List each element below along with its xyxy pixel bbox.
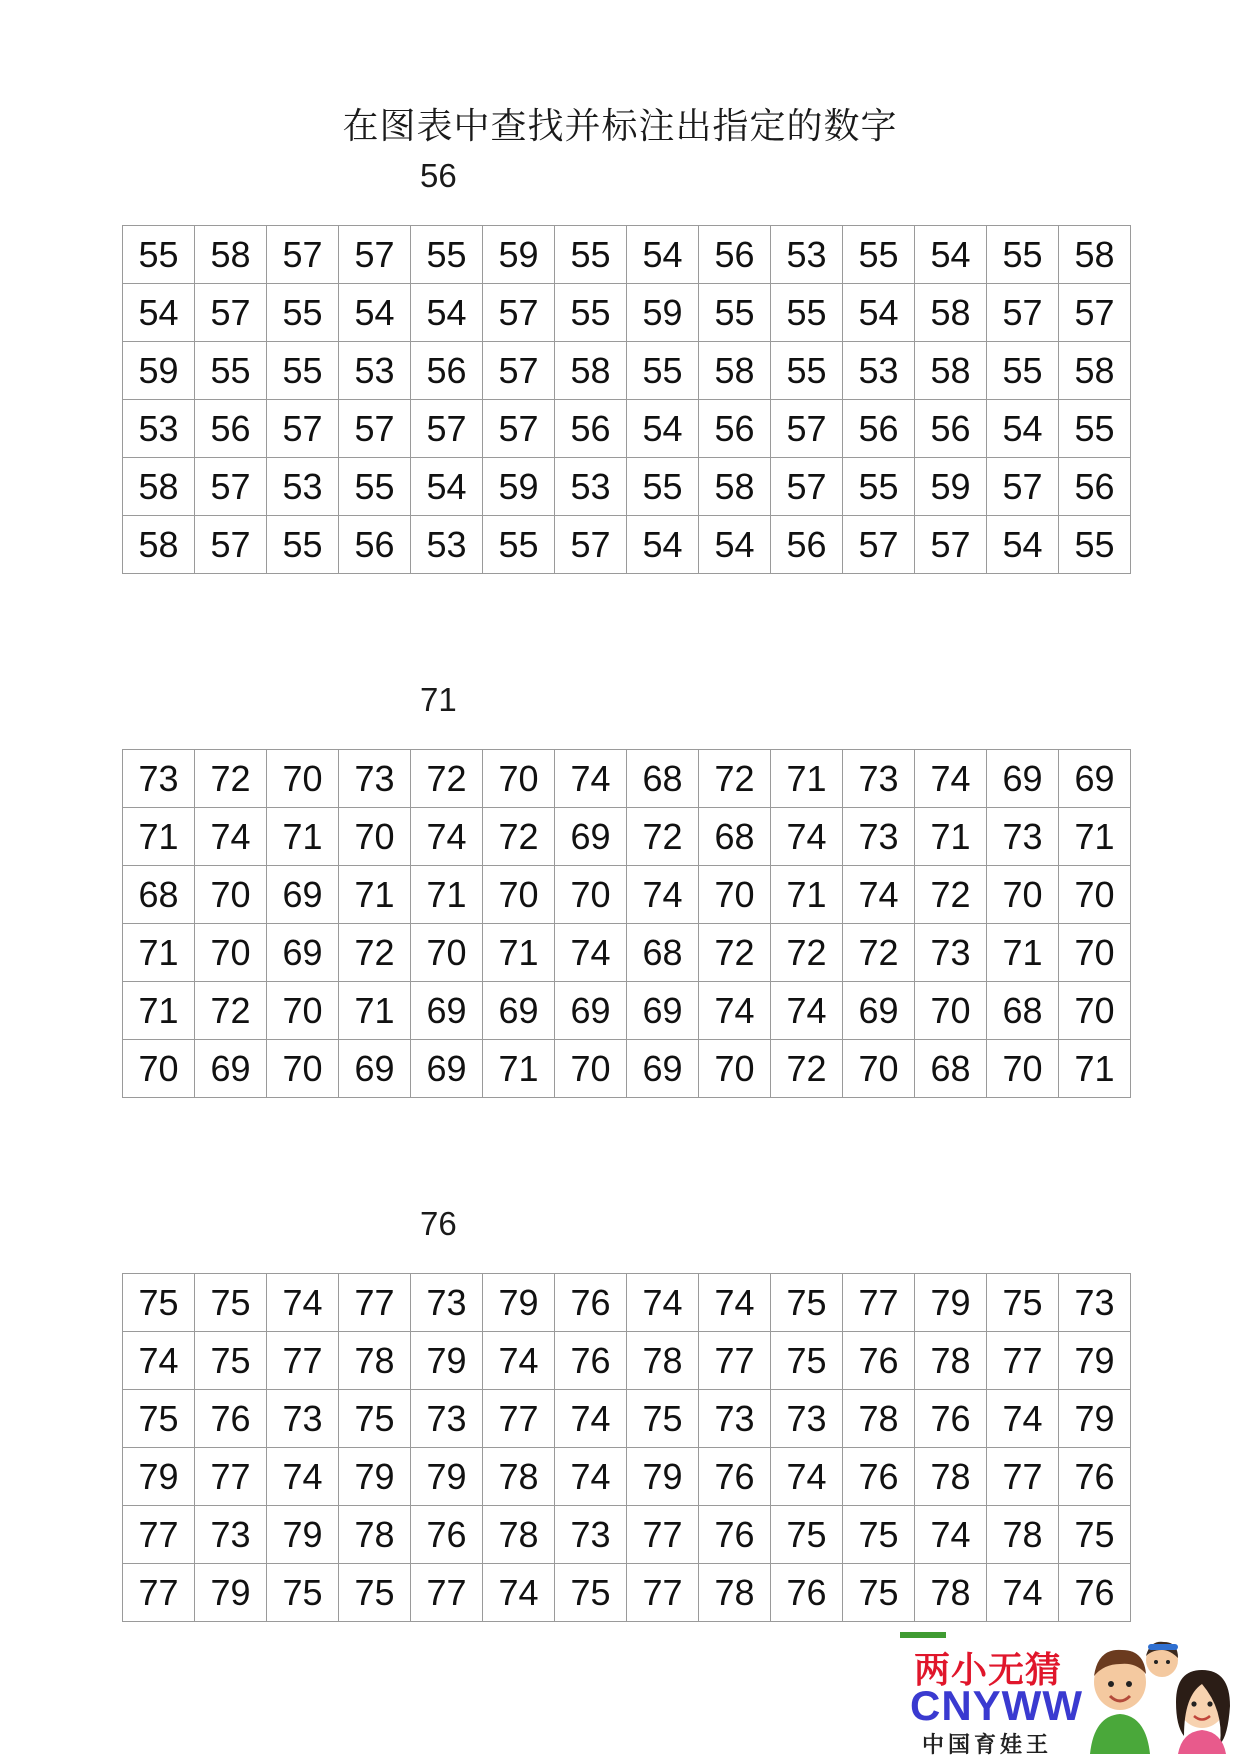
grid-cell[interactable]: 70 (195, 866, 267, 924)
grid-cell[interactable]: 75 (627, 1390, 699, 1448)
grid-cell[interactable]: 77 (699, 1332, 771, 1390)
grid-cell[interactable]: 75 (843, 1564, 915, 1622)
grid-cell[interactable]: 56 (1059, 458, 1131, 516)
grid-cell[interactable]: 75 (843, 1506, 915, 1564)
grid-row (123, 284, 1131, 342)
grid-cell[interactable]: 57 (267, 226, 339, 284)
grid-cell[interactable]: 71 (483, 924, 555, 982)
grid-cell[interactable]: 72 (339, 924, 411, 982)
grid-cell[interactable]: 74 (555, 1390, 627, 1448)
grid-cell[interactable]: 75 (195, 1332, 267, 1390)
grid-cell[interactable]: 55 (1059, 400, 1131, 458)
grid-cell[interactable]: 79 (411, 1448, 483, 1506)
grid-cell[interactable]: 74 (267, 1448, 339, 1506)
grid-cell[interactable]: 68 (987, 982, 1059, 1040)
grid-cell[interactable]: 69 (267, 924, 339, 982)
grid-cell[interactable]: 74 (555, 1448, 627, 1506)
grid-cell[interactable]: 79 (627, 1448, 699, 1506)
grid-cell[interactable]: 58 (915, 342, 987, 400)
grid-cell[interactable]: 74 (771, 808, 843, 866)
grid-row (123, 400, 1131, 458)
grid-cell[interactable]: 58 (699, 458, 771, 516)
grid-cell[interactable]: 58 (699, 342, 771, 400)
target-number-1: 56 (420, 157, 457, 194)
grid-cell[interactable]: 70 (483, 866, 555, 924)
grid-cell[interactable]: 73 (843, 750, 915, 808)
grid-cell[interactable]: 54 (987, 400, 1059, 458)
grid-cell[interactable]: 77 (843, 1274, 915, 1332)
grid-cell[interactable]: 54 (411, 284, 483, 342)
grid-cell[interactable]: 76 (555, 1332, 627, 1390)
grid-cell[interactable]: 54 (339, 284, 411, 342)
grid-cell[interactable]: 79 (1059, 1390, 1131, 1448)
grid-cell[interactable]: 69 (411, 982, 483, 1040)
grid-cell[interactable]: 71 (771, 866, 843, 924)
grid-cell[interactable]: 54 (411, 458, 483, 516)
grid-cell[interactable]: 58 (555, 342, 627, 400)
grid-cell[interactable]: 75 (339, 1390, 411, 1448)
grid-cell[interactable]: 55 (339, 458, 411, 516)
grid-cell[interactable]: 68 (627, 750, 699, 808)
grid-cell[interactable]: 73 (699, 1390, 771, 1448)
logo-accent-bar (900, 1632, 946, 1638)
grid-cell[interactable]: 57 (483, 284, 555, 342)
grid-cell[interactable]: 57 (771, 458, 843, 516)
grid-cell[interactable]: 55 (843, 226, 915, 284)
grid-cell[interactable]: 79 (123, 1448, 195, 1506)
grid-cell[interactable]: 79 (411, 1332, 483, 1390)
grid-cell[interactable]: 72 (627, 808, 699, 866)
grid-cell[interactable]: 76 (555, 1274, 627, 1332)
grid-row (123, 458, 1131, 516)
grid-cell[interactable]: 71 (987, 924, 1059, 982)
grid-cell[interactable]: 74 (699, 982, 771, 1040)
grid-cell[interactable]: 74 (555, 750, 627, 808)
grid-cell[interactable]: 55 (987, 226, 1059, 284)
grid-cell[interactable]: 74 (195, 808, 267, 866)
grid-cell[interactable]: 59 (627, 284, 699, 342)
grid-cell[interactable]: 57 (771, 400, 843, 458)
grid-cell[interactable]: 74 (555, 924, 627, 982)
grid-cell[interactable]: 55 (843, 458, 915, 516)
grid-cell[interactable]: 72 (771, 1040, 843, 1098)
grid-cell[interactable]: 75 (339, 1564, 411, 1622)
grid-cell[interactable]: 56 (915, 400, 987, 458)
grid-cell[interactable]: 75 (267, 1564, 339, 1622)
grid-cell[interactable]: 73 (267, 1390, 339, 1448)
grid-cell[interactable]: 70 (843, 1040, 915, 1098)
grid-cell[interactable]: 76 (771, 1564, 843, 1622)
grid-cell[interactable]: 77 (627, 1506, 699, 1564)
grid-cell[interactable]: 71 (483, 1040, 555, 1098)
grid-cell[interactable]: 75 (771, 1506, 843, 1564)
grid-cell[interactable]: 71 (411, 866, 483, 924)
grid-cell[interactable]: 69 (1059, 750, 1131, 808)
grid-cell[interactable]: 76 (1059, 1564, 1131, 1622)
grid-cell[interactable]: 74 (915, 750, 987, 808)
grid-cell[interactable]: 75 (123, 1390, 195, 1448)
grid-cell[interactable]: 70 (339, 808, 411, 866)
grid-cell[interactable]: 53 (411, 516, 483, 574)
grid-cell[interactable]: 55 (987, 342, 1059, 400)
grid-cell[interactable]: 58 (195, 226, 267, 284)
grid-cell[interactable]: 58 (123, 458, 195, 516)
grid-cell[interactable]: 74 (267, 1274, 339, 1332)
grid-cell[interactable]: 55 (699, 284, 771, 342)
grid-cell[interactable]: 70 (915, 982, 987, 1040)
grid-cell[interactable]: 71 (123, 982, 195, 1040)
page-title: 在图表中查找并标注出指定的数字 (342, 106, 898, 147)
grid-row (123, 1448, 1131, 1506)
grid-cell[interactable]: 69 (555, 982, 627, 1040)
grid-cell[interactable]: 78 (483, 1506, 555, 1564)
grid-cell[interactable]: 74 (771, 1448, 843, 1506)
grid-cell[interactable]: 57 (195, 458, 267, 516)
grid-cell[interactable]: 78 (339, 1332, 411, 1390)
grid-row (123, 1274, 1131, 1332)
grid-cell[interactable]: 70 (1059, 982, 1131, 1040)
grid-cell[interactable]: 74 (699, 1274, 771, 1332)
grid-cell[interactable]: 55 (195, 342, 267, 400)
grid-cell[interactable]: 55 (771, 342, 843, 400)
grid-cell[interactable]: 58 (1059, 226, 1131, 284)
grid-cell[interactable]: 72 (915, 866, 987, 924)
grid-cell[interactable]: 55 (1059, 516, 1131, 574)
grid-cell[interactable]: 73 (1059, 1274, 1131, 1332)
grid-cell[interactable]: 56 (195, 400, 267, 458)
grid-cell[interactable]: 70 (555, 1040, 627, 1098)
grid-row (123, 1040, 1131, 1098)
grid-cell[interactable]: 73 (987, 808, 1059, 866)
grid-cell[interactable]: 70 (699, 1040, 771, 1098)
grid-cell[interactable]: 53 (339, 342, 411, 400)
grid-cell[interactable]: 77 (627, 1564, 699, 1622)
grid-cell[interactable]: 73 (123, 750, 195, 808)
grid-row (123, 982, 1131, 1040)
grid-cell[interactable]: 73 (411, 1274, 483, 1332)
grid-cell[interactable]: 56 (699, 400, 771, 458)
grid-cell[interactable]: 72 (195, 750, 267, 808)
grid-cell[interactable]: 55 (555, 284, 627, 342)
grid-cell[interactable]: 55 (123, 226, 195, 284)
grid-cell[interactable]: 78 (699, 1564, 771, 1622)
grid-cell[interactable]: 58 (1059, 342, 1131, 400)
grid-row (123, 342, 1131, 400)
grid-cell[interactable]: 69 (483, 982, 555, 1040)
grid-cell[interactable]: 71 (123, 924, 195, 982)
grid-cell[interactable]: 76 (699, 1506, 771, 1564)
grid-cell[interactable]: 70 (1059, 924, 1131, 982)
grid-cell[interactable]: 73 (195, 1506, 267, 1564)
grid-cell[interactable]: 75 (987, 1274, 1059, 1332)
grid-cell[interactable]: 68 (123, 866, 195, 924)
grid-cell[interactable]: 56 (339, 516, 411, 574)
grid-cell[interactable]: 54 (123, 284, 195, 342)
grid-cell[interactable]: 72 (843, 924, 915, 982)
grid-row (123, 1390, 1131, 1448)
grid-cell[interactable]: 54 (915, 226, 987, 284)
grid-cell[interactable]: 71 (915, 808, 987, 866)
grid-cell[interactable]: 79 (1059, 1332, 1131, 1390)
brand-logo (900, 1632, 1240, 1758)
grid-cell[interactable]: 70 (267, 750, 339, 808)
grid-cell[interactable]: 70 (123, 1040, 195, 1098)
grid-cell[interactable]: 76 (915, 1390, 987, 1448)
grid-cell[interactable]: 57 (555, 516, 627, 574)
grid-cell[interactable]: 75 (771, 1332, 843, 1390)
grid-cell[interactable]: 57 (843, 516, 915, 574)
grid-cell[interactable]: 78 (915, 1448, 987, 1506)
grid-cell[interactable]: 54 (627, 226, 699, 284)
grid-cell[interactable]: 58 (915, 284, 987, 342)
grid-cell[interactable]: 55 (483, 516, 555, 574)
grid-cell[interactable]: 75 (1059, 1506, 1131, 1564)
grid-cell[interactable]: 79 (483, 1274, 555, 1332)
grid-row (123, 226, 1131, 284)
grid-cell[interactable]: 59 (123, 342, 195, 400)
grid-cell[interactable]: 79 (339, 1448, 411, 1506)
grid-cell[interactable]: 70 (699, 866, 771, 924)
grid-cell[interactable]: 55 (555, 226, 627, 284)
grid-cell[interactable]: 70 (987, 866, 1059, 924)
grid-row (123, 808, 1131, 866)
grid-cell[interactable]: 53 (771, 226, 843, 284)
grid-cell[interactable]: 77 (483, 1390, 555, 1448)
grid-cell[interactable]: 74 (483, 1332, 555, 1390)
grid-cell[interactable]: 77 (195, 1448, 267, 1506)
grid-cell[interactable]: 77 (267, 1332, 339, 1390)
grid-cell[interactable]: 57 (987, 458, 1059, 516)
grid-cell[interactable]: 55 (267, 342, 339, 400)
grid-cell[interactable]: 69 (627, 982, 699, 1040)
grid-cell[interactable]: 70 (987, 1040, 1059, 1098)
grid-cell[interactable]: 73 (339, 750, 411, 808)
grid-cell[interactable]: 78 (915, 1332, 987, 1390)
grid-cell[interactable]: 53 (123, 400, 195, 458)
target-number-2: 71 (420, 681, 457, 718)
grid-cell[interactable]: 77 (339, 1274, 411, 1332)
grid-cell[interactable]: 74 (843, 866, 915, 924)
grid-cell[interactable]: 53 (555, 458, 627, 516)
grid-cell[interactable]: 69 (555, 808, 627, 866)
kids-cartoon-icon (1080, 1636, 1240, 1754)
number-grid-2 (122, 749, 1131, 1098)
grid-cell[interactable]: 69 (843, 982, 915, 1040)
grid-cell[interactable]: 57 (339, 400, 411, 458)
grid-cell[interactable]: 53 (843, 342, 915, 400)
grid-cell[interactable]: 70 (195, 924, 267, 982)
grid-cell[interactable]: 70 (267, 982, 339, 1040)
grid-cell[interactable]: 59 (483, 458, 555, 516)
grid-cell[interactable]: 53 (267, 458, 339, 516)
grid-cell[interactable]: 70 (411, 924, 483, 982)
grid-cell[interactable]: 77 (987, 1332, 1059, 1390)
grid-cell[interactable]: 70 (1059, 866, 1131, 924)
grid-cell[interactable]: 56 (771, 516, 843, 574)
grid-cell[interactable]: 57 (483, 342, 555, 400)
grid-cell[interactable]: 75 (123, 1274, 195, 1332)
logo-brand-cn: 两小无猜 (914, 1650, 1063, 1691)
logo-brand-en: CNYWW (910, 1682, 1083, 1729)
grid-cell[interactable]: 77 (987, 1448, 1059, 1506)
grid-cell[interactable]: 57 (339, 226, 411, 284)
grid-cell[interactable]: 77 (411, 1564, 483, 1622)
grid-cell[interactable]: 54 (627, 516, 699, 574)
grid-cell[interactable]: 58 (123, 516, 195, 574)
grid-cell[interactable]: 74 (627, 866, 699, 924)
grid-cell[interactable]: 74 (987, 1564, 1059, 1622)
grid-row (123, 866, 1131, 924)
grid-cell[interactable]: 55 (267, 284, 339, 342)
logo-tagline: 中国育娃王 (922, 1733, 1053, 1758)
grid-cell[interactable]: 75 (771, 1274, 843, 1332)
grid-row (123, 924, 1131, 982)
grid-cell[interactable]: 55 (771, 284, 843, 342)
grid-cell[interactable]: 77 (123, 1564, 195, 1622)
grid-cell[interactable]: 71 (339, 982, 411, 1040)
grid-cell[interactable]: 76 (843, 1448, 915, 1506)
grid-cell[interactable]: 59 (483, 226, 555, 284)
grid-cell[interactable]: 78 (987, 1506, 1059, 1564)
grid-cell[interactable]: 54 (627, 400, 699, 458)
grid-cell[interactable]: 71 (1059, 808, 1131, 866)
grid-cell[interactable]: 72 (195, 982, 267, 1040)
grid-cell[interactable]: 76 (1059, 1448, 1131, 1506)
grid-cell[interactable]: 78 (843, 1390, 915, 1448)
grid-cell[interactable]: 55 (411, 226, 483, 284)
grid-cell[interactable]: 74 (411, 808, 483, 866)
grid-cell[interactable]: 69 (339, 1040, 411, 1098)
grid-row (123, 1564, 1131, 1622)
grid-cell[interactable]: 56 (843, 400, 915, 458)
grid-cell[interactable]: 71 (1059, 1040, 1131, 1098)
grid-cell[interactable]: 73 (843, 808, 915, 866)
grid-cell[interactable]: 57 (483, 400, 555, 458)
grid-cell[interactable]: 57 (267, 400, 339, 458)
grid-cell[interactable]: 55 (627, 342, 699, 400)
grid-cell[interactable]: 78 (483, 1448, 555, 1506)
grid-cell[interactable]: 72 (699, 924, 771, 982)
grid-cell[interactable]: 79 (915, 1274, 987, 1332)
grid-cell[interactable]: 56 (411, 342, 483, 400)
grid-cell[interactable]: 71 (267, 808, 339, 866)
grid-cell[interactable]: 76 (195, 1390, 267, 1448)
grid-cell[interactable]: 69 (195, 1040, 267, 1098)
grid-cell[interactable]: 54 (843, 284, 915, 342)
grid-row (123, 1332, 1131, 1390)
grid-cell[interactable]: 76 (411, 1506, 483, 1564)
grid-cell[interactable]: 57 (915, 516, 987, 574)
grid-cell[interactable]: 76 (699, 1448, 771, 1506)
grid-cell[interactable]: 76 (843, 1332, 915, 1390)
grid-cell[interactable]: 72 (771, 924, 843, 982)
grid-cell[interactable]: 73 (555, 1506, 627, 1564)
grid-cell[interactable]: 70 (483, 750, 555, 808)
grid-cell[interactable]: 74 (987, 1390, 1059, 1448)
number-grid-1 (122, 225, 1131, 574)
grid-cell[interactable]: 73 (411, 1390, 483, 1448)
grid-cell[interactable]: 55 (627, 458, 699, 516)
grid-cell[interactable]: 68 (627, 924, 699, 982)
grid-cell[interactable]: 56 (555, 400, 627, 458)
grid-cell[interactable]: 70 (267, 1040, 339, 1098)
grid-cell[interactable]: 54 (987, 516, 1059, 574)
grid-cell[interactable]: 71 (339, 866, 411, 924)
grid-cell[interactable]: 57 (411, 400, 483, 458)
grid-cell[interactable]: 69 (627, 1040, 699, 1098)
grid-cell[interactable]: 79 (195, 1564, 267, 1622)
grid-cell[interactable]: 68 (699, 808, 771, 866)
grid-cell[interactable]: 79 (267, 1506, 339, 1564)
grid-cell[interactable]: 68 (915, 1040, 987, 1098)
grid-cell[interactable]: 69 (411, 1040, 483, 1098)
grid-cell[interactable]: 73 (915, 924, 987, 982)
grid-cell[interactable]: 74 (771, 982, 843, 1040)
grid-row (123, 750, 1131, 808)
grid-cell[interactable]: 57 (1059, 284, 1131, 342)
grid-cell[interactable]: 71 (123, 808, 195, 866)
grid-cell[interactable]: 72 (411, 750, 483, 808)
grid-row (123, 516, 1131, 574)
grid-cell[interactable]: 75 (195, 1274, 267, 1332)
grid-cell[interactable]: 78 (339, 1506, 411, 1564)
grid-cell[interactable]: 57 (195, 516, 267, 574)
grid-cell[interactable]: 71 (771, 750, 843, 808)
grid-cell[interactable]: 69 (267, 866, 339, 924)
grid-cell[interactable]: 57 (987, 284, 1059, 342)
grid-cell[interactable]: 73 (771, 1390, 843, 1448)
grid-cell[interactable]: 59 (915, 458, 987, 516)
grid-cell[interactable]: 57 (195, 284, 267, 342)
target-number-3: 76 (420, 1205, 457, 1242)
grid-cell[interactable]: 78 (627, 1332, 699, 1390)
grid-cell[interactable]: 72 (483, 808, 555, 866)
grid-cell[interactable]: 55 (267, 516, 339, 574)
grid-cell[interactable]: 74 (627, 1274, 699, 1332)
grid-cell[interactable]: 56 (699, 226, 771, 284)
grid-cell[interactable]: 75 (555, 1564, 627, 1622)
grid-cell[interactable]: 69 (987, 750, 1059, 808)
grid-cell[interactable]: 74 (915, 1506, 987, 1564)
grid-cell[interactable]: 74 (483, 1564, 555, 1622)
grid-cell[interactable]: 74 (123, 1332, 195, 1390)
grid-cell[interactable]: 78 (915, 1564, 987, 1622)
grid-cell[interactable]: 54 (699, 516, 771, 574)
grid-cell[interactable]: 70 (555, 866, 627, 924)
grid-cell[interactable]: 77 (123, 1506, 195, 1564)
grid-cell[interactable]: 72 (699, 750, 771, 808)
number-grid-3 (122, 1273, 1131, 1622)
grid-row (123, 1506, 1131, 1564)
